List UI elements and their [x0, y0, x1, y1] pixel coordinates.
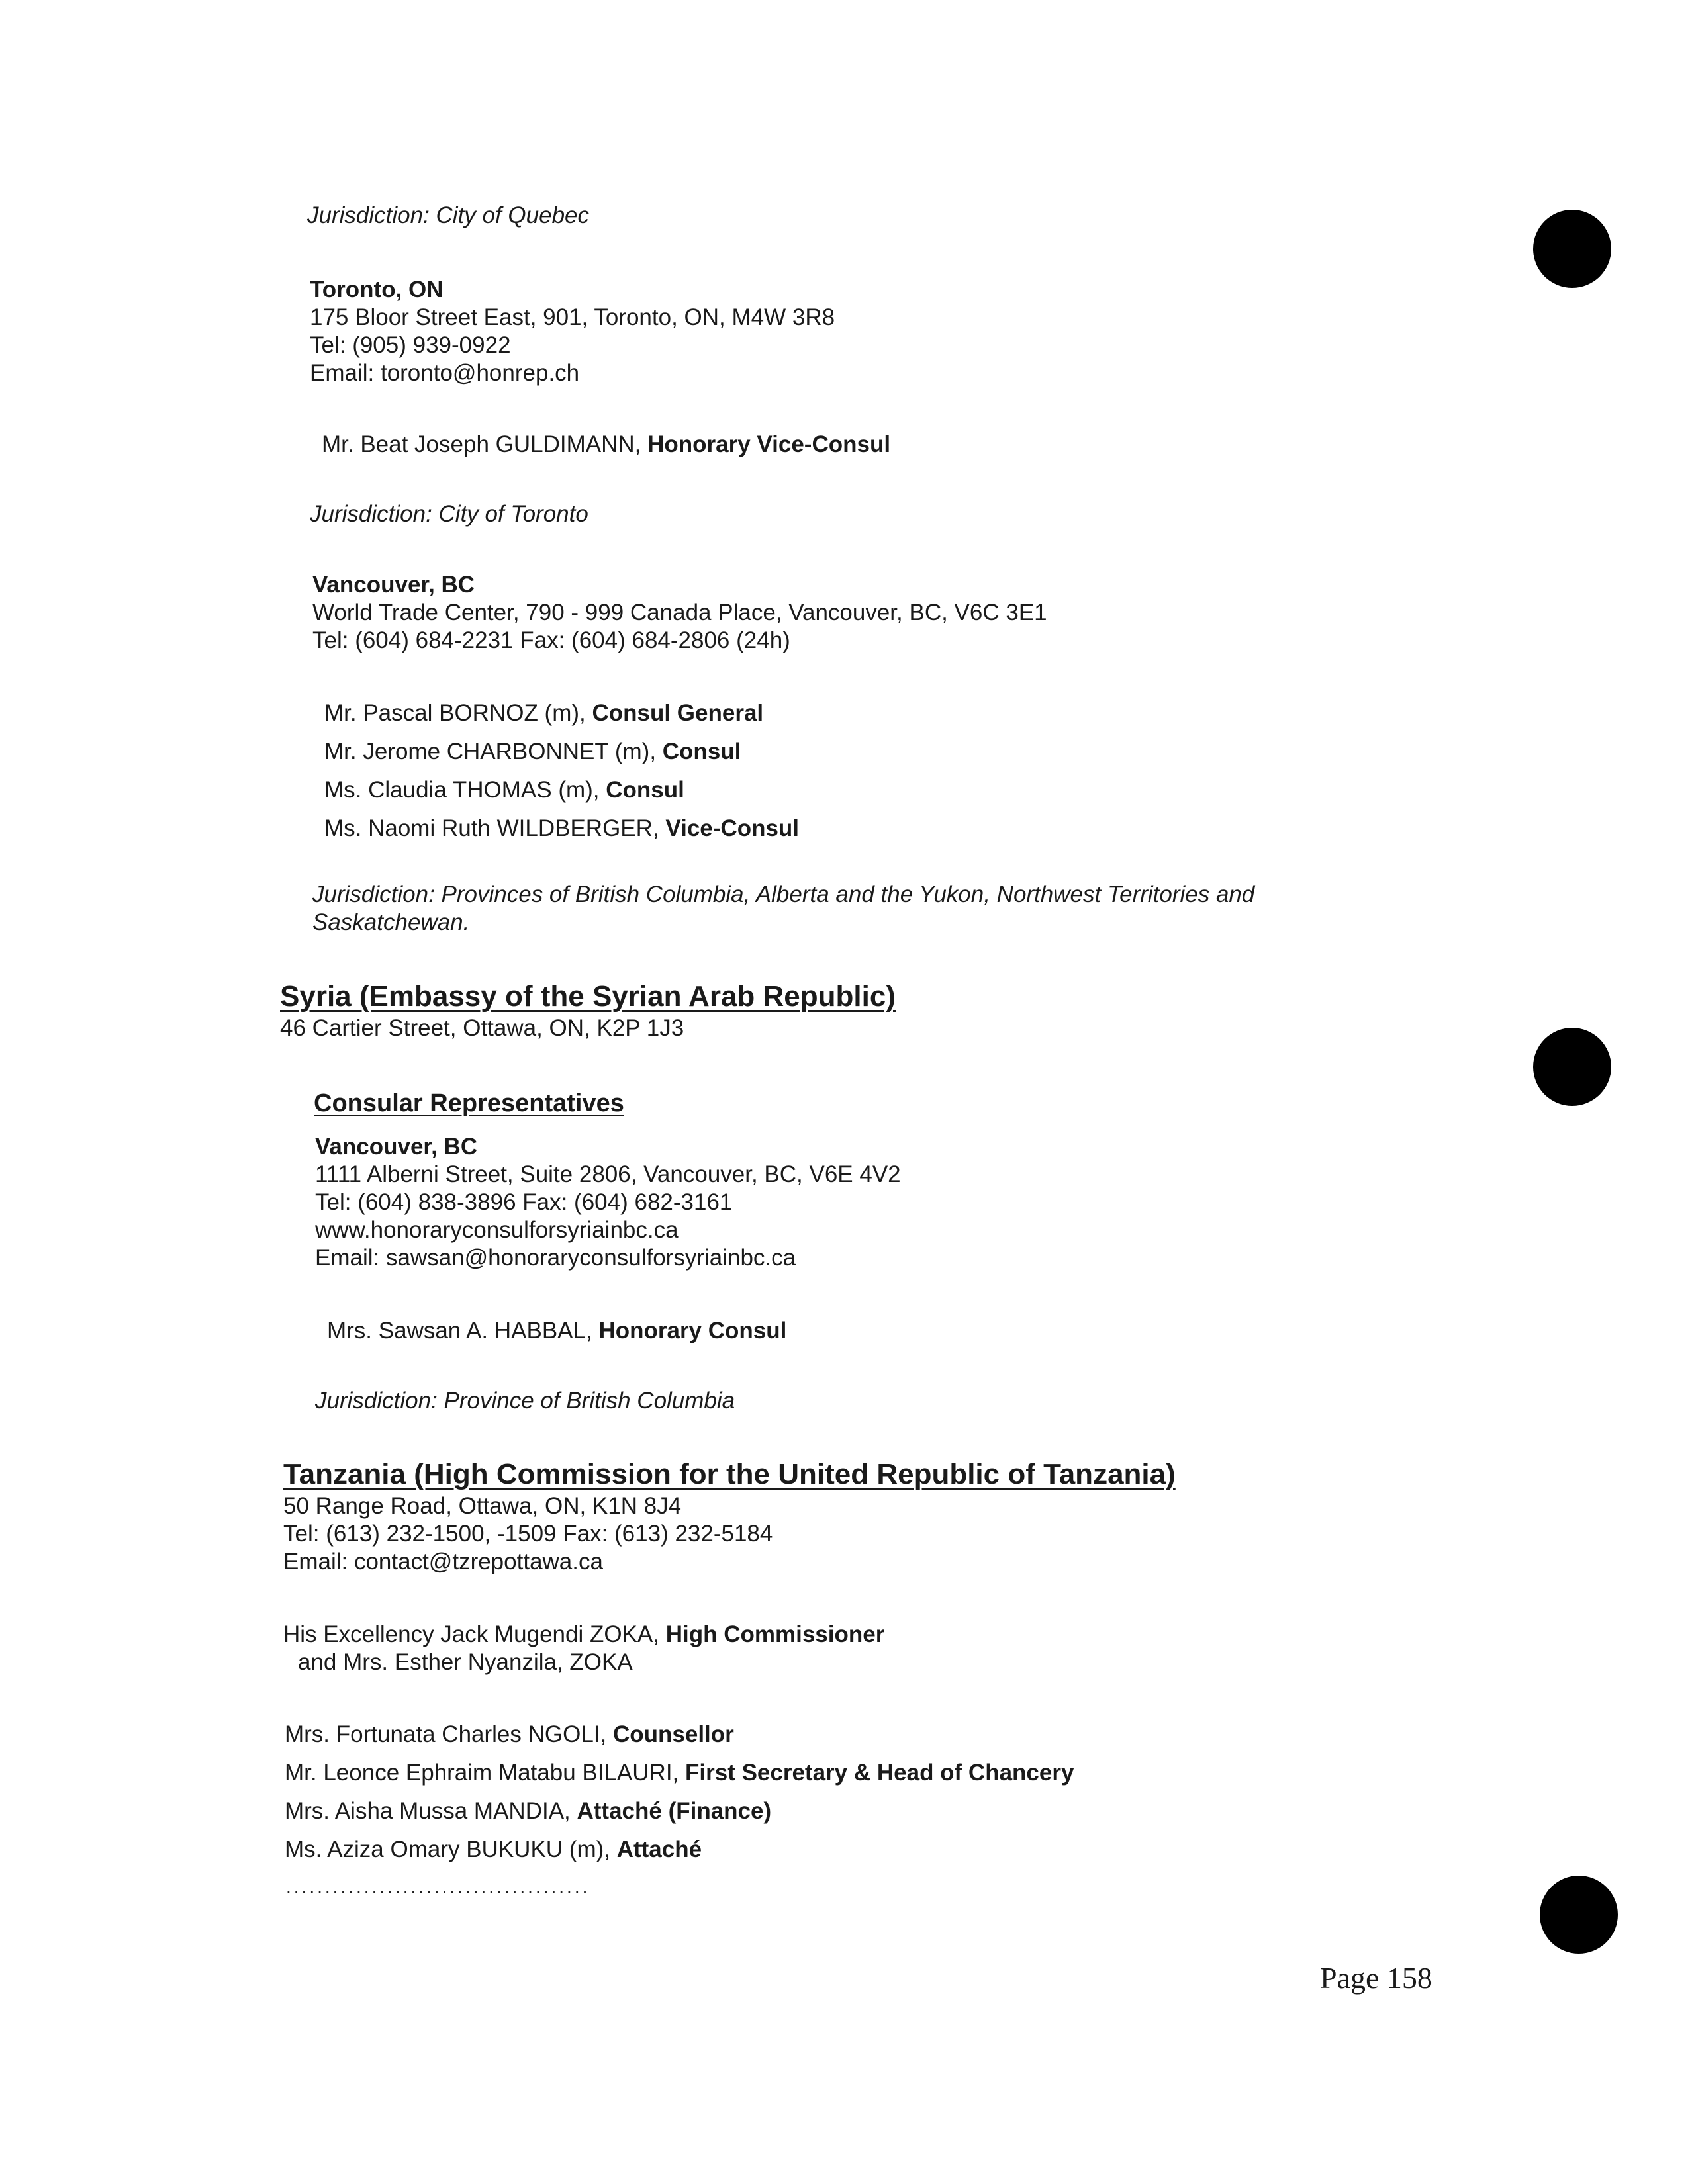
tanzania-heading: Tanzania (High Commission for the United Republic of Tanzania) — [283, 1458, 1176, 1490]
syria-address: 46 Cartier Street, Ottawa, ON, K2P 1J3 — [280, 1015, 684, 1041]
person-title: Consul General — [592, 700, 764, 726]
tanzania-person — [285, 1721, 734, 1749]
tanzania-address: 50 Range Road, Ottawa, ON, K1N 8J4 — [283, 1493, 682, 1519]
toronto-city: Toronto, ON — [310, 277, 444, 302]
syria-consular-heading: Consular Representatives — [314, 1089, 624, 1117]
syria-heading: Syria (Embassy of the Syrian Arab Republic) — [280, 980, 896, 1013]
tanzania-person — [285, 1836, 702, 1864]
vancouver-person — [324, 776, 684, 804]
syria-tel: Tel: (604) 838-3896 Fax: (604) 682-3161 — [315, 1189, 733, 1215]
person-name: Ms. Aziza Omary BUKUKU (m), — [285, 1837, 617, 1862]
syria-address2: 1111 Alberni Street, Suite 2806, Vancouver, BC, V6E 4V2 — [315, 1161, 901, 1187]
vancouver-jurisdiction-line2: Saskatchewan. — [312, 909, 470, 935]
tanzania-spouse: and Mrs. Esther Nyanzila, ZOKA — [298, 1649, 633, 1675]
syria-person — [327, 1317, 786, 1345]
person-name: His Excellency Jack Mugendi ZOKA, — [283, 1621, 666, 1647]
person-title: Consul — [606, 777, 684, 803]
hole-punch — [1540, 1876, 1618, 1954]
person-name: Ms. Claudia THOMAS (m), — [324, 777, 606, 803]
hole-punch — [1533, 210, 1611, 288]
person-title: Honorary Consul — [598, 1318, 787, 1343]
vancouver-jurisdiction-line1: Jurisdiction: Provinces of British Columbia, Alberta and the Yukon, Northwest Territories and — [312, 882, 1255, 907]
person-name: Mrs. Aisha Mussa MANDIA, — [285, 1798, 577, 1824]
toronto-person — [322, 431, 890, 459]
tanzania-tel: Tel: (613) 232-1500, -1509 Fax: (613) 232-5184 — [283, 1521, 773, 1547]
person-title: First Secretary & Head of Chancery — [685, 1760, 1074, 1786]
syria-email: Email: sawsan@honoraryconsulforsyriainbc.ca — [315, 1245, 796, 1271]
syria-jurisdiction: Jurisdiction: Province of British Columbia — [315, 1388, 735, 1414]
tanzania-head — [283, 1621, 884, 1649]
person-name: Mr. Pascal BORNOZ (m), — [324, 700, 592, 726]
person-name: Mr. Beat Joseph GULDIMANN, — [322, 432, 648, 457]
toronto-jurisdiction: Jurisdiction: City of Toronto — [310, 501, 588, 527]
page-number: Page 158 — [1320, 1961, 1432, 1995]
hole-punch — [1533, 1028, 1611, 1106]
person-name: Mr. Leonce Ephraim Matabu BILAURI, — [285, 1760, 685, 1786]
vancouver-person — [324, 815, 799, 842]
person-title: High Commissioner — [665, 1621, 885, 1647]
toronto-email: Email: toronto@honrep.ch — [310, 360, 580, 386]
tanzania-email: Email: contact@tzrepottawa.ca — [283, 1549, 603, 1574]
vancouver-person — [324, 700, 763, 727]
person-title: Attaché — [616, 1837, 702, 1862]
syria-web: www.honoraryconsulforsyriainbc.ca — [315, 1217, 679, 1243]
quebec-jurisdiction: Jurisdiction: City of Quebec — [307, 203, 590, 228]
dotted-separator: ....................................... — [286, 1877, 590, 1897]
person-name: Mr. Jerome CHARBONNET (m), — [324, 739, 663, 764]
person-name: Ms. Naomi Ruth WILDBERGER, — [324, 815, 666, 841]
toronto-address: 175 Bloor Street East, 901, Toronto, ON, M4W 3R8 — [310, 304, 835, 330]
syria-city: Vancouver, BC — [315, 1134, 478, 1160]
person-name: Mrs. Fortunata Charles NGOLI, — [285, 1721, 613, 1747]
vancouver-address: World Trade Center, 790 - 999 Canada Place, Vancouver, BC, V6C 3E1 — [312, 600, 1047, 625]
person-title: Attaché (Finance) — [577, 1798, 772, 1824]
person-title: Vice-Consul — [665, 815, 800, 841]
person-title: Consul — [662, 739, 741, 764]
person-name: Mrs. Sawsan A. HABBAL, — [327, 1318, 599, 1343]
person-title: Honorary Vice-Consul — [647, 432, 891, 457]
vancouver-tel: Tel: (604) 684-2231 Fax: (604) 684-2806 (24h) — [312, 627, 790, 653]
tanzania-person — [285, 1797, 771, 1825]
vancouver-city: Vancouver, BC — [312, 572, 475, 598]
person-title: Counsellor — [612, 1721, 734, 1747]
vancouver-person — [324, 738, 741, 766]
tanzania-person — [285, 1759, 1074, 1787]
toronto-tel: Tel: (905) 939-0922 — [310, 332, 511, 358]
